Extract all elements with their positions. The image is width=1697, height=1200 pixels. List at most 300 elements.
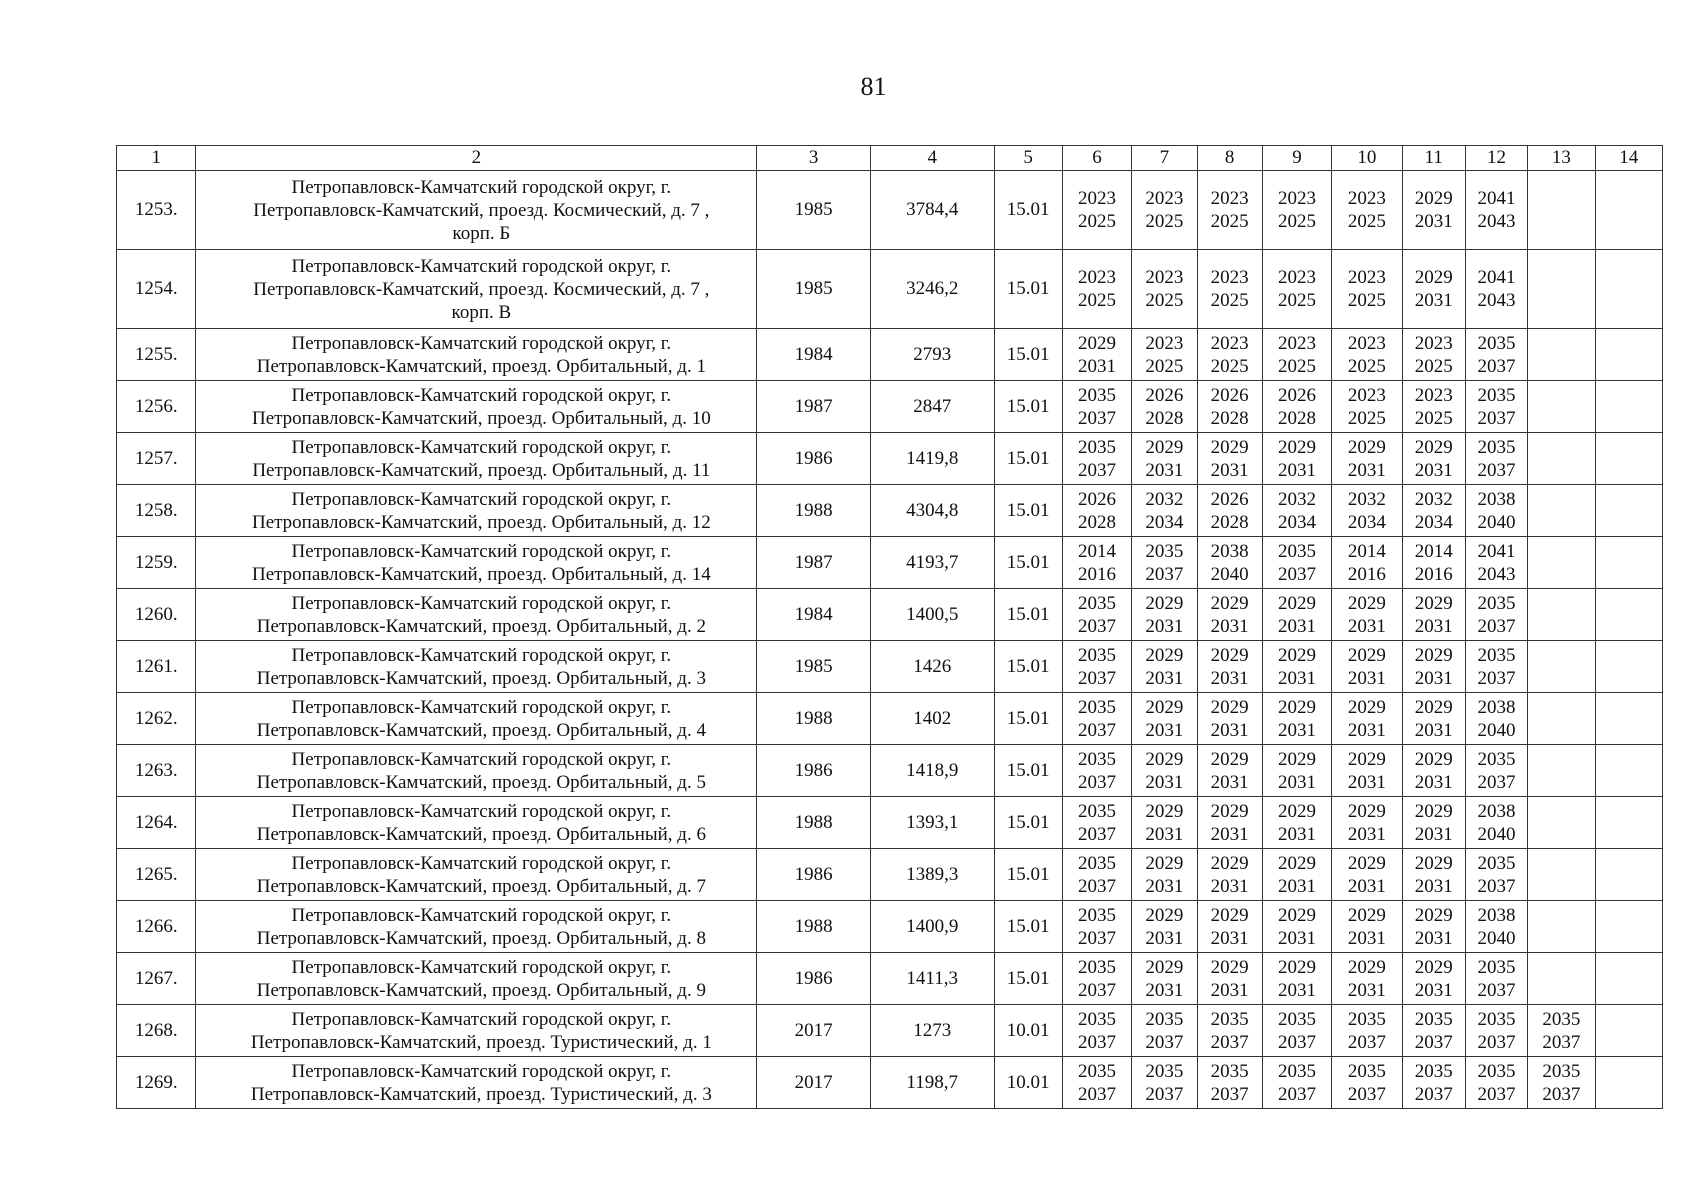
- row-number: 1260.: [117, 589, 196, 641]
- period-end: 2031: [1278, 771, 1317, 793]
- address-line: Петропавловск-Камчатский, проезд. Туристический, д. 1: [250, 1031, 712, 1053]
- period-cell: [1465, 849, 1527, 901]
- period-cell: [1262, 693, 1331, 745]
- column-header: 13: [1528, 146, 1595, 171]
- period-start: 2026: [1078, 488, 1117, 510]
- period-start: 2029: [1145, 436, 1184, 458]
- period-start: 2032: [1414, 488, 1453, 510]
- period-end: 2037: [1477, 771, 1516, 793]
- period-start: 2023: [1145, 332, 1184, 354]
- column-header: 10: [1332, 146, 1402, 171]
- period-start: 2029: [1347, 800, 1386, 822]
- period-start: 2035: [1347, 1008, 1386, 1030]
- period-end: 2037: [1542, 1031, 1581, 1053]
- period-cell: [1062, 537, 1131, 589]
- period-end: 2031: [1278, 823, 1317, 845]
- period-end: 2028: [1210, 407, 1249, 429]
- period-end: 2031: [1414, 979, 1453, 1001]
- period-end: 2037: [1347, 1083, 1386, 1105]
- period-start: 2035: [1477, 1008, 1516, 1030]
- period-cell: [1528, 641, 1595, 693]
- period-cell: [1132, 537, 1197, 589]
- address-line: Петропавловск-Камчатский, проезд. Орбитальный, д. 1: [256, 355, 706, 377]
- period-start: 2029: [1210, 956, 1249, 978]
- area: 2847: [870, 381, 994, 433]
- period-end: 2037: [1477, 1083, 1516, 1105]
- period-end: 2031: [1210, 771, 1249, 793]
- period-cell: [1465, 901, 1527, 953]
- period-start: 2029: [1347, 748, 1386, 770]
- address-line: Петропавловск-Камчатский, проезд. Орбитальный, д. 5: [256, 771, 706, 793]
- period-cell: [1262, 250, 1331, 329]
- period-start: 2026: [1210, 488, 1249, 510]
- period-cell: [1332, 250, 1402, 329]
- period-cell: [1197, 537, 1262, 589]
- period-start: 2014: [1414, 540, 1453, 562]
- area: 1426: [870, 641, 994, 693]
- period-cell: [1332, 329, 1402, 381]
- period-start: 2029: [1278, 748, 1317, 770]
- period-cell: [1262, 745, 1331, 797]
- period-cell: [1062, 485, 1131, 537]
- period-end: 2037: [1477, 355, 1516, 377]
- period-end: 2037: [1145, 1031, 1184, 1053]
- period-end: 2037: [1078, 1031, 1117, 1053]
- table-row: [117, 433, 1663, 485]
- period-start: 2026: [1278, 384, 1317, 406]
- period-start: 2035: [1078, 436, 1117, 458]
- address-line: Петропавловск-Камчатский городской округ, г.: [291, 332, 672, 354]
- period-cell: [1332, 745, 1402, 797]
- table-body: [117, 146, 1663, 1109]
- period-cell: [1197, 1005, 1262, 1057]
- period-start: 2014: [1078, 540, 1117, 562]
- period-cell: [1528, 171, 1595, 250]
- period-cell: [1402, 485, 1465, 537]
- period-end: 2037: [1078, 1083, 1117, 1105]
- period-cell: [1595, 1005, 1662, 1057]
- period-end: 2031: [1210, 875, 1249, 897]
- period-end: 2031: [1278, 875, 1317, 897]
- period-cell: [1132, 381, 1197, 433]
- period-start: 2038: [1477, 904, 1516, 926]
- build-year: 1987: [757, 381, 871, 433]
- period-end: 2031: [1278, 667, 1317, 689]
- period-cell: [1132, 589, 1197, 641]
- area: 1393,1: [870, 797, 994, 849]
- build-year: 2017: [757, 1057, 871, 1109]
- period-start: 2029: [1414, 188, 1453, 209]
- period-cell: [1528, 797, 1595, 849]
- period-end: 2025: [1414, 355, 1453, 377]
- period-cell: [1465, 250, 1527, 329]
- address-line: Петропавловск-Камчатский, проезд. Орбитальный, д. 6: [256, 823, 706, 845]
- period-cell: [1197, 693, 1262, 745]
- period-cell: [1332, 589, 1402, 641]
- code: 15.01: [994, 693, 1062, 745]
- period-start: 2023: [1145, 188, 1184, 209]
- period-start: 2029: [1347, 436, 1386, 458]
- period-cell: [1332, 381, 1402, 433]
- address-line: Петропавловск-Камчатский, проезд. Орбитальный, д. 3: [256, 667, 706, 689]
- period-start: 2026: [1210, 384, 1249, 406]
- address-line: Петропавловск-Камчатский, проезд. Космический, д. 7 ,: [253, 199, 710, 221]
- period-start: 2038: [1477, 488, 1516, 510]
- period-cell: [1062, 797, 1131, 849]
- period-start: 2041: [1477, 188, 1516, 209]
- period-cell: [1197, 329, 1262, 381]
- period-end: 2037: [1145, 1083, 1184, 1105]
- period-start: 2035: [1477, 332, 1516, 354]
- build-year: 1984: [757, 589, 871, 641]
- period-cell: [1062, 1005, 1131, 1057]
- area: 1400,5: [870, 589, 994, 641]
- code: 15.01: [994, 329, 1062, 381]
- period-start: 2038: [1477, 696, 1516, 718]
- period-start: 2032: [1278, 488, 1317, 510]
- period-end: 2037: [1477, 667, 1516, 689]
- period-end: 2031: [1347, 459, 1386, 481]
- address-line: Петропавловск-Камчатский, проезд. Орбитальный, д. 9: [256, 979, 706, 1001]
- period-cell: [1062, 849, 1131, 901]
- period-cell: [1528, 250, 1595, 329]
- period-end: 2034: [1414, 511, 1453, 533]
- period-cell: [1465, 1005, 1527, 1057]
- period-cell: [1132, 901, 1197, 953]
- period-end: 2031: [1210, 719, 1249, 741]
- period-end: 2025: [1210, 290, 1249, 311]
- period-start: 2029: [1414, 267, 1453, 288]
- period-cell: [1062, 745, 1131, 797]
- period-cell: [1332, 953, 1402, 1005]
- period-end: 2031: [1210, 667, 1249, 689]
- period-start: 2035: [1542, 1008, 1581, 1030]
- period-cell: [1402, 745, 1465, 797]
- address-cell: [196, 589, 757, 641]
- code: 10.01: [994, 1057, 1062, 1109]
- period-start: 2035: [1477, 436, 1516, 458]
- period-end: 2037: [1477, 459, 1516, 481]
- period-end: 2037: [1542, 1083, 1581, 1105]
- period-end: 2037: [1078, 771, 1117, 793]
- period-cell: [1465, 745, 1527, 797]
- area: 2793: [870, 329, 994, 381]
- address-cell: [196, 485, 757, 537]
- period-cell: [1465, 433, 1527, 485]
- area: 1400,9: [870, 901, 994, 953]
- address-cell: [196, 433, 757, 485]
- period-end: 2031: [1347, 927, 1386, 949]
- period-start: 2035: [1477, 956, 1516, 978]
- address-cell: [196, 250, 757, 329]
- code: 15.01: [994, 849, 1062, 901]
- period-cell: [1132, 641, 1197, 693]
- row-number: 1263.: [117, 745, 196, 797]
- period-start: 2035: [1477, 644, 1516, 666]
- build-year: 1986: [757, 433, 871, 485]
- period-cell: [1465, 381, 1527, 433]
- period-start: 2023: [1347, 188, 1386, 209]
- period-start: 2029: [1347, 956, 1386, 978]
- address-cell: [196, 745, 757, 797]
- period-cell: [1528, 901, 1595, 953]
- period-cell: [1262, 537, 1331, 589]
- period-cell: [1402, 381, 1465, 433]
- build-year: 1985: [757, 171, 871, 250]
- address-line: Петропавловск-Камчатский городской округ, г.: [291, 748, 672, 770]
- period-cell: [1197, 433, 1262, 485]
- build-year: 2017: [757, 1005, 871, 1057]
- period-cell: [1332, 433, 1402, 485]
- period-start: 2023: [1278, 188, 1317, 209]
- period-end: 2025: [1210, 355, 1249, 377]
- period-cell: [1132, 329, 1197, 381]
- table-row: [117, 537, 1663, 589]
- period-cell: [1062, 953, 1131, 1005]
- table-row: [117, 171, 1663, 250]
- area: 1389,3: [870, 849, 994, 901]
- period-end: 2016: [1347, 563, 1386, 585]
- row-number: 1261.: [117, 641, 196, 693]
- column-header: 8: [1197, 146, 1262, 171]
- table-row: [117, 693, 1663, 745]
- period-cell: [1402, 1005, 1465, 1057]
- address-line: Петропавловск-Камчатский городской округ, г.: [291, 436, 672, 458]
- period-start: 2029: [1210, 644, 1249, 666]
- period-start: 2035: [1078, 852, 1117, 874]
- period-cell: [1132, 171, 1197, 250]
- period-end: 2031: [1145, 875, 1184, 897]
- table-row: [117, 485, 1663, 537]
- period-start: 2029: [1414, 436, 1453, 458]
- period-cell: [1528, 329, 1595, 381]
- period-end: 2031: [1414, 719, 1453, 741]
- period-cell: [1262, 953, 1331, 1005]
- period-start: 2035: [1347, 1060, 1386, 1082]
- period-start: 2026: [1145, 384, 1184, 406]
- period-end: 2031: [1278, 615, 1317, 637]
- period-start: 2029: [1210, 436, 1249, 458]
- period-cell: [1528, 693, 1595, 745]
- period-cell: [1402, 329, 1465, 381]
- table-row: [117, 589, 1663, 641]
- period-end: 2031: [1414, 459, 1453, 481]
- period-end: 2025: [1347, 290, 1386, 311]
- code: 15.01: [994, 589, 1062, 641]
- address-line: Петропавловск-Камчатский, проезд. Орбитальный, д. 4: [256, 719, 706, 741]
- row-number: 1254.: [117, 250, 196, 329]
- code: 15.01: [994, 250, 1062, 329]
- period-end: 2025: [1414, 407, 1453, 429]
- period-start: 2029: [1210, 696, 1249, 718]
- period-cell: [1595, 641, 1662, 693]
- period-cell: [1132, 1005, 1197, 1057]
- period-cell: [1332, 485, 1402, 537]
- column-header: 1: [117, 146, 196, 171]
- period-end: 2037: [1145, 563, 1184, 585]
- period-start: 2023: [1210, 188, 1249, 209]
- period-cell: [1262, 485, 1331, 537]
- period-end: 2037: [1278, 1031, 1317, 1053]
- period-end: 2037: [1078, 823, 1117, 845]
- period-start: 2035: [1477, 1060, 1516, 1082]
- period-start: 2035: [1278, 540, 1317, 562]
- column-header: 2: [196, 146, 757, 171]
- period-cell: [1528, 537, 1595, 589]
- period-start: 2035: [1414, 1060, 1453, 1082]
- period-start: 2029: [1414, 644, 1453, 666]
- row-number: 1267.: [117, 953, 196, 1005]
- period-cell: [1595, 381, 1662, 433]
- address-line: Петропавловск-Камчатский, проезд. Орбитальный, д. 11: [252, 459, 711, 481]
- row-number: 1268.: [117, 1005, 196, 1057]
- table-row: [117, 901, 1663, 953]
- address-cell: [196, 641, 757, 693]
- period-end: 2031: [1145, 927, 1184, 949]
- period-cell: [1332, 641, 1402, 693]
- period-cell: [1528, 381, 1595, 433]
- period-cell: [1402, 849, 1465, 901]
- table-row: [117, 953, 1663, 1005]
- period-start: 2023: [1210, 267, 1249, 288]
- address-line: Петропавловск-Камчатский, проезд. Орбитальный, д. 12: [251, 511, 711, 533]
- build-year: 1986: [757, 953, 871, 1005]
- period-cell: [1062, 171, 1131, 250]
- build-year: 1986: [757, 849, 871, 901]
- period-cell: [1402, 797, 1465, 849]
- period-start: 2035: [1210, 1008, 1249, 1030]
- period-end: 2037: [1078, 667, 1117, 689]
- period-end: 2031: [1347, 875, 1386, 897]
- period-cell: [1132, 745, 1197, 797]
- period-end: 2043: [1477, 563, 1516, 585]
- period-cell: [1262, 171, 1331, 250]
- address-line: Петропавловск-Камчатский, проезд. Космический, д. 7 ,: [253, 278, 710, 300]
- period-cell: [1402, 901, 1465, 953]
- period-end: 2025: [1145, 355, 1184, 377]
- code: 15.01: [994, 745, 1062, 797]
- period-start: 2032: [1145, 488, 1184, 510]
- period-start: 2035: [1210, 1060, 1249, 1082]
- period-cell: [1402, 641, 1465, 693]
- code: 15.01: [994, 381, 1062, 433]
- period-end: 2037: [1414, 1083, 1453, 1105]
- period-cell: [1402, 171, 1465, 250]
- period-cell: [1528, 589, 1595, 641]
- period-start: 2035: [1414, 1008, 1453, 1030]
- period-start: 2029: [1278, 644, 1317, 666]
- period-end: 2031: [1414, 615, 1453, 637]
- period-start: 2023: [1078, 267, 1117, 288]
- period-start: 2035: [1278, 1060, 1317, 1082]
- code: 15.01: [994, 641, 1062, 693]
- column-header: 9: [1262, 146, 1331, 171]
- period-start: 2029: [1210, 748, 1249, 770]
- period-cell: [1262, 641, 1331, 693]
- period-end: 2031: [1347, 771, 1386, 793]
- period-end: 2031: [1145, 667, 1184, 689]
- period-start: 2035: [1078, 904, 1117, 926]
- address-cell: [196, 693, 757, 745]
- period-start: 2029: [1414, 800, 1453, 822]
- period-start: 2029: [1210, 800, 1249, 822]
- row-number: 1266.: [117, 901, 196, 953]
- area: 1411,3: [870, 953, 994, 1005]
- period-end: 2031: [1347, 615, 1386, 637]
- period-end: 2040: [1210, 563, 1249, 585]
- period-cell: [1197, 641, 1262, 693]
- period-end: 2031: [1414, 771, 1453, 793]
- column-header: 11: [1402, 146, 1465, 171]
- period-cell: [1528, 485, 1595, 537]
- row-number: 1257.: [117, 433, 196, 485]
- period-end: 2031: [1210, 979, 1249, 1001]
- period-cell: [1402, 693, 1465, 745]
- table-row: [117, 745, 1663, 797]
- code: 15.01: [994, 953, 1062, 1005]
- period-end: 2016: [1414, 563, 1453, 585]
- address-line: Петропавловск-Камчатский городской округ, г.: [291, 384, 672, 406]
- period-end: 2016: [1078, 563, 1117, 585]
- period-cell: [1465, 797, 1527, 849]
- period-start: 2035: [1078, 748, 1117, 770]
- code: 15.01: [994, 901, 1062, 953]
- period-end: 2031: [1414, 875, 1453, 897]
- period-end: 2037: [1078, 875, 1117, 897]
- period-end: 2031: [1210, 823, 1249, 845]
- period-start: 2023: [1414, 332, 1453, 354]
- period-end: 2025: [1347, 211, 1386, 232]
- period-cell: [1402, 589, 1465, 641]
- period-start: 2023: [1278, 332, 1317, 354]
- period-end: 2037: [1347, 1031, 1386, 1053]
- period-cell: [1595, 901, 1662, 953]
- period-cell: [1528, 1005, 1595, 1057]
- period-start: 2029: [1145, 644, 1184, 666]
- period-cell: [1595, 849, 1662, 901]
- period-end: 2028: [1145, 407, 1184, 429]
- period-cell: [1132, 797, 1197, 849]
- period-end: 2037: [1210, 1083, 1249, 1105]
- period-cell: [1332, 1005, 1402, 1057]
- period-cell: [1262, 329, 1331, 381]
- period-end: 2025: [1210, 211, 1249, 232]
- table-row: [117, 797, 1663, 849]
- row-number: 1262.: [117, 693, 196, 745]
- period-start: 2029: [1414, 956, 1453, 978]
- period-end: 2031: [1145, 459, 1184, 481]
- build-year: 1988: [757, 797, 871, 849]
- address-line: Петропавловск-Камчатский, проезд. Туристический, д. 3: [250, 1083, 712, 1105]
- period-cell: [1197, 381, 1262, 433]
- address-cell: [196, 381, 757, 433]
- period-cell: [1465, 693, 1527, 745]
- address-line: Петропавловск-Камчатский, проезд. Орбитальный, д. 7: [256, 875, 706, 897]
- period-cell: [1465, 1057, 1527, 1109]
- period-end: 2040: [1477, 823, 1516, 845]
- column-header: 5: [994, 146, 1062, 171]
- period-end: 2031: [1347, 979, 1386, 1001]
- table-row: [117, 381, 1663, 433]
- period-cell: [1402, 537, 1465, 589]
- address-line: корп. В: [451, 301, 512, 323]
- period-cell: [1197, 953, 1262, 1005]
- period-cell: [1528, 849, 1595, 901]
- period-end: 2031: [1078, 355, 1117, 377]
- period-end: 2025: [1278, 211, 1317, 232]
- period-end: 2031: [1347, 823, 1386, 845]
- period-start: 2038: [1477, 800, 1516, 822]
